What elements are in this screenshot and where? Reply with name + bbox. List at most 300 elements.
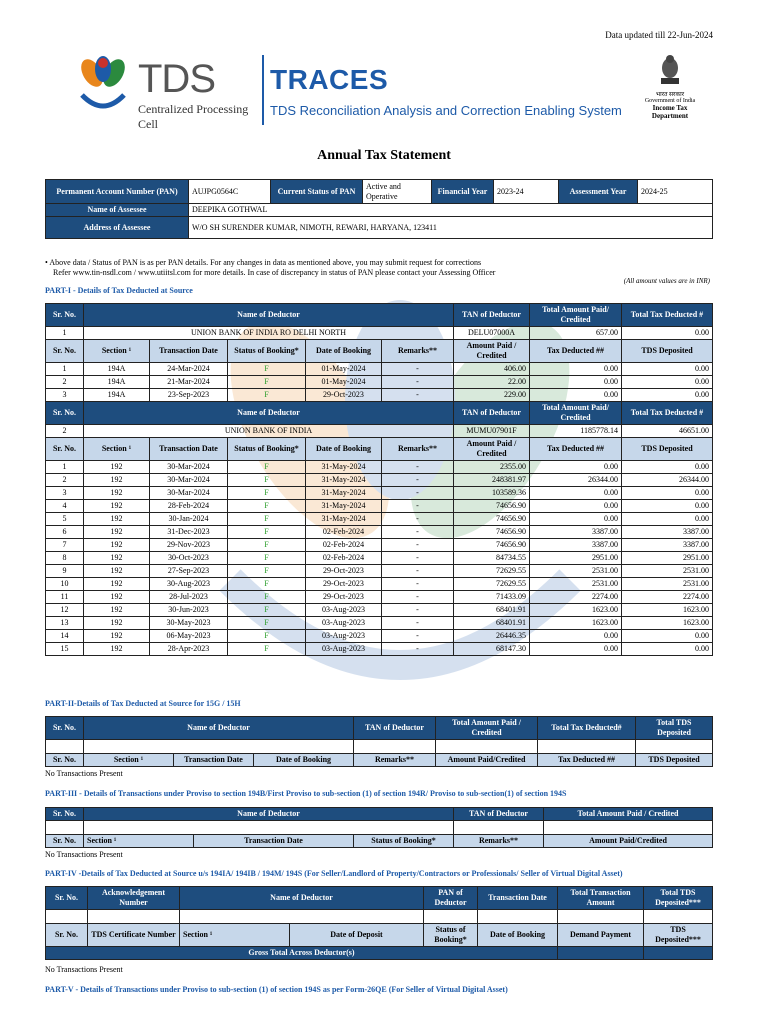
transaction-row <box>46 552 713 565</box>
row-amount-paid: 103589.36 <box>454 487 530 500</box>
row-srno: 3 <box>46 389 84 402</box>
row-transaction-date: 30-Aug-2023 <box>150 578 228 591</box>
page-title: Annual Tax Statement <box>317 148 451 163</box>
part2-table <box>45 716 713 767</box>
p2-h-srno: Sr. No. <box>46 717 84 740</box>
row-amount-paid: 68401.91 <box>454 617 530 630</box>
row-booking-date: 31-May-2024 <box>306 500 382 513</box>
p1-s-bdate: Date of Booking <box>306 340 382 363</box>
p1-s2-status: Status of Booking* <box>228 438 306 461</box>
row-tds-deposited: 0.00 <box>622 363 713 376</box>
row-tax-deducted: 0.00 <box>530 500 622 513</box>
row-booking-status: F <box>228 500 306 513</box>
row-transaction-date: 06-May-2023 <box>150 630 228 643</box>
row-amount-paid: 72629.55 <box>454 578 530 591</box>
row-remarks: - <box>382 500 454 513</box>
row-transaction-date: 28-Apr-2023 <box>150 643 228 656</box>
p1-h2-srno: Sr. No. <box>46 402 84 425</box>
row-srno: 7 <box>46 539 84 552</box>
emblem-line2: Income Tax Department <box>651 104 689 120</box>
deductor-paid: 1185778.14 <box>530 425 622 438</box>
row-amount-paid: 74656.90 <box>454 539 530 552</box>
row-booking-date: 03-Aug-2023 <box>306 643 382 656</box>
traces-wordmark: TRACES <box>270 64 389 95</box>
row-srno: 6 <box>46 526 84 539</box>
transaction-row <box>46 389 713 402</box>
row-amount-paid: 74656.90 <box>454 513 530 526</box>
row-amount-paid: 406.00 <box>454 363 530 376</box>
row-amount-paid: 68401.91 <box>454 604 530 617</box>
transaction-row <box>46 363 713 376</box>
row-section: 192 <box>84 539 150 552</box>
pan-value: AUJPG0564C <box>189 180 271 204</box>
tds-wordmark: TDS <box>138 57 215 101</box>
row-tax-deducted: 1623.00 <box>530 617 622 630</box>
row-booking-date: 02-Feb-2024 <box>306 539 382 552</box>
p3-s-tdate: Transaction Date <box>194 835 354 848</box>
row-transaction-date: 30-Mar-2024 <box>150 474 228 487</box>
row-tds-deposited: 3387.00 <box>622 539 713 552</box>
fy-label: Financial Year <box>432 180 494 204</box>
part4-table <box>45 886 713 960</box>
p4-s-srno: Sr. No. <box>46 924 88 947</box>
row-booking-date: 29-Oct-2023 <box>306 565 382 578</box>
row-tax-deducted: 0.00 <box>530 389 622 402</box>
row-booking-date: 03-Aug-2023 <box>306 604 382 617</box>
transaction-row <box>46 539 713 552</box>
row-booking-date: 31-May-2024 <box>306 487 382 500</box>
row-srno: 1 <box>46 461 84 474</box>
row-remarks: - <box>382 552 454 565</box>
row-srno: 13 <box>46 617 84 630</box>
row-section: 192 <box>84 487 150 500</box>
p2-s-srno: Sr. No. <box>46 754 84 767</box>
transaction-row <box>46 376 713 389</box>
p1-s-status: Status of Booking* <box>228 340 306 363</box>
row-remarks: - <box>382 565 454 578</box>
row-amount-paid: 26446.35 <box>454 630 530 643</box>
row-transaction-date: 24-Mar-2024 <box>150 363 228 376</box>
row-srno: 8 <box>46 552 84 565</box>
part2-title: PART-II-Details of Tax Deducted at Source for 15G / 15H <box>45 699 241 708</box>
row-srno: 10 <box>46 578 84 591</box>
row-section: 192 <box>84 643 150 656</box>
row-booking-status: F <box>228 643 306 656</box>
deductor-tan: MUMU07901F <box>454 425 530 438</box>
row-booking-status: F <box>228 552 306 565</box>
p3-s-remarks: Remarks** <box>454 835 544 848</box>
row-tds-deposited: 0.00 <box>622 389 713 402</box>
p1-h2-taxded: Total Tax Deducted # <box>622 402 713 425</box>
p4-h-pan: PAN of Deductor <box>424 887 478 910</box>
deductor1-rows <box>46 363 713 402</box>
p1-s2-section: Section ¹ <box>84 438 150 461</box>
row-section: 192 <box>84 552 150 565</box>
transaction-row <box>46 591 713 604</box>
p4-s-demand: Demand Payment <box>558 924 644 947</box>
row-transaction-date: 30-Mar-2024 <box>150 487 228 500</box>
row-section: 192 <box>84 565 150 578</box>
part3-title: PART-III - Details of Transactions under Proviso to section 194B/First Proviso to sub-section (1) of section 194R/ Proviso to sub-section(1) of section 194S <box>45 789 567 798</box>
row-booking-date: 29-Oct-2023 <box>306 591 382 604</box>
deductor-sr: 2 <box>46 425 84 438</box>
row-transaction-date: 29-Nov-2023 <box>150 539 228 552</box>
row-section: 192 <box>84 513 150 526</box>
assessee-header-table <box>45 179 713 239</box>
row-tax-deducted: 0.00 <box>530 630 622 643</box>
logo-divider <box>262 55 264 125</box>
row-section: 192 <box>84 461 150 474</box>
transaction-row <box>46 487 713 500</box>
transaction-row <box>46 500 713 513</box>
row-transaction-date: 21-Mar-2024 <box>150 376 228 389</box>
p1-s2-srno: Sr. No. <box>46 438 84 461</box>
row-tax-deducted: 26344.00 <box>530 474 622 487</box>
deductor2-rows <box>46 461 713 656</box>
p4-h-ack: Acknowledgement Number <box>88 887 180 910</box>
row-remarks: - <box>382 617 454 630</box>
p1-s-remarks: Remarks** <box>382 340 454 363</box>
row-srno: 9 <box>46 565 84 578</box>
row-booking-status: F <box>228 539 306 552</box>
row-tds-deposited: 2531.00 <box>622 565 713 578</box>
p1-h-taxded: Total Tax Deducted # <box>622 304 713 327</box>
row-section: 192 <box>84 591 150 604</box>
row-booking-date: 03-Aug-2023 <box>306 617 382 630</box>
row-section: 192 <box>84 604 150 617</box>
row-amount-paid: 248381.97 <box>454 474 530 487</box>
p1-s2-tdate: Transaction Date <box>150 438 228 461</box>
p2-s-section: Section ¹ <box>84 754 174 767</box>
row-tds-deposited: 1623.00 <box>622 604 713 617</box>
deductor-name: UNION BANK OF INDIA <box>84 425 454 438</box>
ay-label: Assessment Year <box>559 180 638 204</box>
p1-h2-tan: TAN of Deductor <box>454 402 530 425</box>
name-value: DEEPIKA GOTHWAL <box>189 204 713 217</box>
row-booking-status: F <box>228 376 306 389</box>
transaction-row <box>46 461 713 474</box>
row-section: 194A <box>84 363 150 376</box>
p1-s-tdate: Transaction Date <box>150 340 228 363</box>
transaction-row <box>46 617 713 630</box>
row-tds-deposited: 26344.00 <box>622 474 713 487</box>
row-transaction-date: 28-Feb-2024 <box>150 500 228 513</box>
row-amount-paid: 2355.00 <box>454 461 530 474</box>
p4-s-ddate: Date of Deposit <box>290 924 424 947</box>
p1-s-taxded: Tax Deducted ## <box>530 340 622 363</box>
row-remarks: - <box>382 591 454 604</box>
status-value: Active and Operative <box>363 180 432 204</box>
row-booking-status: F <box>228 630 306 643</box>
transaction-row <box>46 578 713 591</box>
row-srno: 14 <box>46 630 84 643</box>
p4-h-amt: Total Transaction Amount <box>558 887 644 910</box>
deductor-paid: 657.00 <box>530 327 622 340</box>
address-value: W/O SH SURENDER KUMAR, NIMOTH, REWARI, HARYANA, 123411 <box>189 217 713 239</box>
transaction-row <box>46 643 713 656</box>
row-remarks: - <box>382 604 454 617</box>
p4-s-tds: TDS Deposited*** <box>644 924 713 947</box>
row-remarks: - <box>382 630 454 643</box>
govt-emblem <box>640 52 700 120</box>
transaction-row <box>46 513 713 526</box>
row-tds-deposited: 0.00 <box>622 487 713 500</box>
p4-h-tds: Total TDS Deposited*** <box>644 887 713 910</box>
p3-h-name: Name of Deductor <box>84 808 454 821</box>
row-tds-deposited: 0.00 <box>622 500 713 513</box>
transaction-row <box>46 565 713 578</box>
row-booking-status: F <box>228 513 306 526</box>
row-transaction-date: 31-Dec-2023 <box>150 526 228 539</box>
row-remarks: - <box>382 539 454 552</box>
row-transaction-date: 27-Sep-2023 <box>150 565 228 578</box>
part3-empty: No Transactions Present <box>45 850 123 859</box>
row-remarks: - <box>382 376 454 389</box>
p3-s-paid: Amount Paid/Credited <box>544 835 713 848</box>
row-amount-paid: 68147.30 <box>454 643 530 656</box>
p2-h-tan: TAN of Deductor <box>354 717 436 740</box>
p4-s-section: Section ¹ <box>180 924 290 947</box>
ay-value: 2024-25 <box>638 180 713 204</box>
p1-h-paid: Total Amount Paid/ Credited <box>530 304 622 327</box>
p1-s2-paid: Amount Paid / Credited <box>454 438 530 461</box>
transaction-row <box>46 474 713 487</box>
cpc-text: Centralized Processing Cell <box>138 102 249 131</box>
row-tax-deducted: 0.00 <box>530 487 622 500</box>
row-booking-status: F <box>228 363 306 376</box>
row-amount-paid: 74656.90 <box>454 500 530 513</box>
part4-title: PART-IV -Details of Tax Deducted at Source u/s 194IA/ 194IB / 194M/ 194S (For Seller/Landlord of Property/Contractors or Professionals/ Seller of Virtual Digital Asset) <box>45 869 623 878</box>
transaction-row <box>46 526 713 539</box>
p1-s-srno: Sr. No. <box>46 340 84 363</box>
row-tax-deducted: 2274.00 <box>530 591 622 604</box>
row-remarks: - <box>382 363 454 376</box>
row-transaction-date: 30-Jan-2024 <box>150 513 228 526</box>
row-tax-deducted: 0.00 <box>530 363 622 376</box>
row-tds-deposited: 1623.00 <box>622 617 713 630</box>
pan-note-line2: Refer www.tin-nsdl.com / www.utiitsl.com for more details. In case of discrepancy in status of PAN please contact your Assessing Officer <box>53 268 496 277</box>
row-booking-status: F <box>228 604 306 617</box>
row-booking-date: 01-May-2024 <box>306 363 382 376</box>
p1-h2-paid: Total Amount Paid/ Credited <box>530 402 622 425</box>
row-tax-deducted: 0.00 <box>530 643 622 656</box>
row-booking-date: 31-May-2024 <box>306 474 382 487</box>
deductor-name: UNION BANK OF INDIA RO DELHI NORTH <box>84 327 454 340</box>
row-amount-paid: 84734.55 <box>454 552 530 565</box>
row-tds-deposited: 0.00 <box>622 630 713 643</box>
row-remarks: - <box>382 487 454 500</box>
deductor-taxded: 46651.00 <box>622 425 713 438</box>
row-amount-paid: 74656.90 <box>454 526 530 539</box>
row-srno: 2 <box>46 376 84 389</box>
row-section: 192 <box>84 578 150 591</box>
row-tax-deducted: 3387.00 <box>530 539 622 552</box>
p3-s-srno: Sr. No. <box>46 835 84 848</box>
p1-h2-name: Name of Deductor <box>84 402 454 425</box>
row-tds-deposited: 2274.00 <box>622 591 713 604</box>
row-amount-paid: 71433.09 <box>454 591 530 604</box>
part1-table <box>45 303 713 656</box>
row-booking-date: 31-May-2024 <box>306 513 382 526</box>
row-tds-deposited: 0.00 <box>622 461 713 474</box>
inr-note: (All amount values are in INR) <box>623 277 710 285</box>
part4-empty: No Transactions Present <box>45 965 123 974</box>
row-srno: 2 <box>46 474 84 487</box>
p2-h-name: Name of Deductor <box>84 717 354 740</box>
emblem-hindi: भारत सरकार <box>655 92 685 98</box>
p2-h-taxded: Total Tax Deducted# <box>538 717 636 740</box>
row-remarks: - <box>382 513 454 526</box>
row-booking-status: F <box>228 474 306 487</box>
row-tax-deducted: 2951.00 <box>530 552 622 565</box>
p2-s-bdate: Date of Booking <box>254 754 354 767</box>
traces-subtitle: TDS Reconciliation Analysis and Correction Enabling System <box>270 103 622 118</box>
row-booking-status: F <box>228 617 306 630</box>
row-srno: 12 <box>46 604 84 617</box>
p2-s-tdate: Transaction Date <box>174 754 254 767</box>
p4-h-srno: Sr. No. <box>46 887 88 910</box>
row-remarks: - <box>382 643 454 656</box>
status-label: Current Status of PAN <box>271 180 363 204</box>
row-booking-status: F <box>228 578 306 591</box>
fy-value: 2023-24 <box>494 180 559 204</box>
row-transaction-date: 30-Oct-2023 <box>150 552 228 565</box>
row-amount-paid: 229.00 <box>454 389 530 402</box>
row-section: 192 <box>84 526 150 539</box>
p2-s-paid: Amount Paid/Credited <box>436 754 538 767</box>
part5-title: PART-V - Details of Transactions under Proviso to sub-section (1) of section 194S as per Form-26QE (For Seller of Virtual Digital Asset) <box>45 985 508 994</box>
row-tax-deducted: 0.00 <box>530 376 622 389</box>
p1-s2-bdate: Date of Booking <box>306 438 382 461</box>
row-tds-deposited: 0.00 <box>622 376 713 389</box>
row-transaction-date: 28-Jul-2023 <box>150 591 228 604</box>
row-amount-paid: 72629.55 <box>454 565 530 578</box>
row-booking-status: F <box>228 591 306 604</box>
row-booking-date: 01-May-2024 <box>306 376 382 389</box>
p3-h-tan: TAN of Deductor <box>454 808 544 821</box>
row-tax-deducted: 0.00 <box>530 461 622 474</box>
row-tds-deposited: 3387.00 <box>622 526 713 539</box>
p1-s2-taxded: Tax Deducted ## <box>530 438 622 461</box>
row-remarks: - <box>382 461 454 474</box>
row-booking-date: 02-Feb-2024 <box>306 526 382 539</box>
row-srno: 11 <box>46 591 84 604</box>
row-section: 194A <box>84 376 150 389</box>
row-remarks: - <box>382 526 454 539</box>
part1-title: PART-I - Details of Tax Deducted at Source <box>45 286 193 295</box>
row-srno: 4 <box>46 500 84 513</box>
p1-h-tan: TAN of Deductor <box>454 304 530 327</box>
data-updated-text: Data updated till 22-Jun-2024 <box>605 30 713 40</box>
row-booking-status: F <box>228 487 306 500</box>
row-booking-date: 03-Aug-2023 <box>306 630 382 643</box>
row-section: 194A <box>84 389 150 402</box>
row-srno: 1 <box>46 363 84 376</box>
row-remarks: - <box>382 474 454 487</box>
row-booking-status: F <box>228 565 306 578</box>
address-label: Address of Assessee <box>46 217 189 239</box>
p4-s-bdate: Date of Booking <box>478 924 558 947</box>
part2-empty: No Transactions Present <box>45 769 123 778</box>
row-booking-status: F <box>228 461 306 474</box>
row-section: 192 <box>84 617 150 630</box>
row-remarks: - <box>382 389 454 402</box>
row-booking-date: 02-Feb-2024 <box>306 552 382 565</box>
row-tax-deducted: 1623.00 <box>530 604 622 617</box>
p2-s-taxded: Tax Deducted ## <box>538 754 636 767</box>
row-tds-deposited: 2951.00 <box>622 552 713 565</box>
row-booking-status: F <box>228 389 306 402</box>
p3-s-status: Status of Booking* <box>354 835 454 848</box>
tds-flower-icon <box>72 55 134 121</box>
part3-table <box>45 807 713 848</box>
row-booking-status: F <box>228 526 306 539</box>
p4-s-cert: TDS Certificate Number <box>88 924 180 947</box>
row-transaction-date: 23-Sep-2023 <box>150 389 228 402</box>
row-transaction-date: 30-Jun-2023 <box>150 604 228 617</box>
deductor-tan: DELU07000A <box>454 327 530 340</box>
p2-s-remarks: Remarks** <box>354 754 436 767</box>
p3-s-section: Section ¹ <box>84 835 194 848</box>
tds-logo <box>72 55 262 131</box>
transaction-row <box>46 630 713 643</box>
p1-s2-tds: TDS Deposited <box>622 438 713 461</box>
row-amount-paid: 22.00 <box>454 376 530 389</box>
p1-s-tds: TDS Deposited <box>622 340 713 363</box>
p4-h-tdate: Transaction Date <box>478 887 558 910</box>
row-transaction-date: 30-Mar-2024 <box>150 461 228 474</box>
row-booking-date: 31-May-2024 <box>306 461 382 474</box>
pan-note-line1: • Above data / Status of PAN is as per PAN details. For any changes in data as mentioned above, you may submit request for corrections <box>45 258 482 267</box>
row-srno: 3 <box>46 487 84 500</box>
p4-h-name: Name of Deductor <box>180 887 424 910</box>
deductor-sr: 1 <box>46 327 84 340</box>
row-tds-deposited: 0.00 <box>622 513 713 526</box>
ashoka-emblem-icon <box>657 52 683 88</box>
name-label: Name of Assessee <box>46 204 189 217</box>
p3-h-paid: Total Amount Paid / Credited <box>544 808 713 821</box>
p2-s-tds: TDS Deposited <box>636 754 713 767</box>
row-section: 192 <box>84 630 150 643</box>
p1-h-srno: Sr. No. <box>46 304 84 327</box>
row-tax-deducted: 2531.00 <box>530 565 622 578</box>
p1-s-paid: Amount Paid / Credited <box>454 340 530 363</box>
row-section: 192 <box>84 474 150 487</box>
p2-h-paid: Total Amount Paid / Credited <box>436 717 538 740</box>
deductor-taxded: 0.00 <box>622 327 713 340</box>
row-tax-deducted: 0.00 <box>530 513 622 526</box>
row-booking-date: 29-Oct-2023 <box>306 578 382 591</box>
row-srno: 15 <box>46 643 84 656</box>
row-section: 192 <box>84 500 150 513</box>
p1-s2-remarks: Remarks** <box>382 438 454 461</box>
p3-h-srno: Sr. No. <box>46 808 84 821</box>
row-remarks: - <box>382 578 454 591</box>
row-srno: 5 <box>46 513 84 526</box>
transaction-row <box>46 604 713 617</box>
row-tax-deducted: 3387.00 <box>530 526 622 539</box>
row-tax-deducted: 2531.00 <box>530 578 622 591</box>
row-tds-deposited: 2531.00 <box>622 578 713 591</box>
p4-gross: Gross Total Across Deductor(s) <box>46 947 558 960</box>
p1-s-section: Section ¹ <box>84 340 150 363</box>
pan-label: Permanent Account Number (PAN) <box>46 180 189 204</box>
p2-h-tds: Total TDS Deposited <box>636 717 713 740</box>
row-transaction-date: 30-May-2023 <box>150 617 228 630</box>
row-booking-date: 29-Oct-2023 <box>306 389 382 402</box>
row-tds-deposited: 0.00 <box>622 643 713 656</box>
p1-h-name: Name of Deductor <box>84 304 454 327</box>
